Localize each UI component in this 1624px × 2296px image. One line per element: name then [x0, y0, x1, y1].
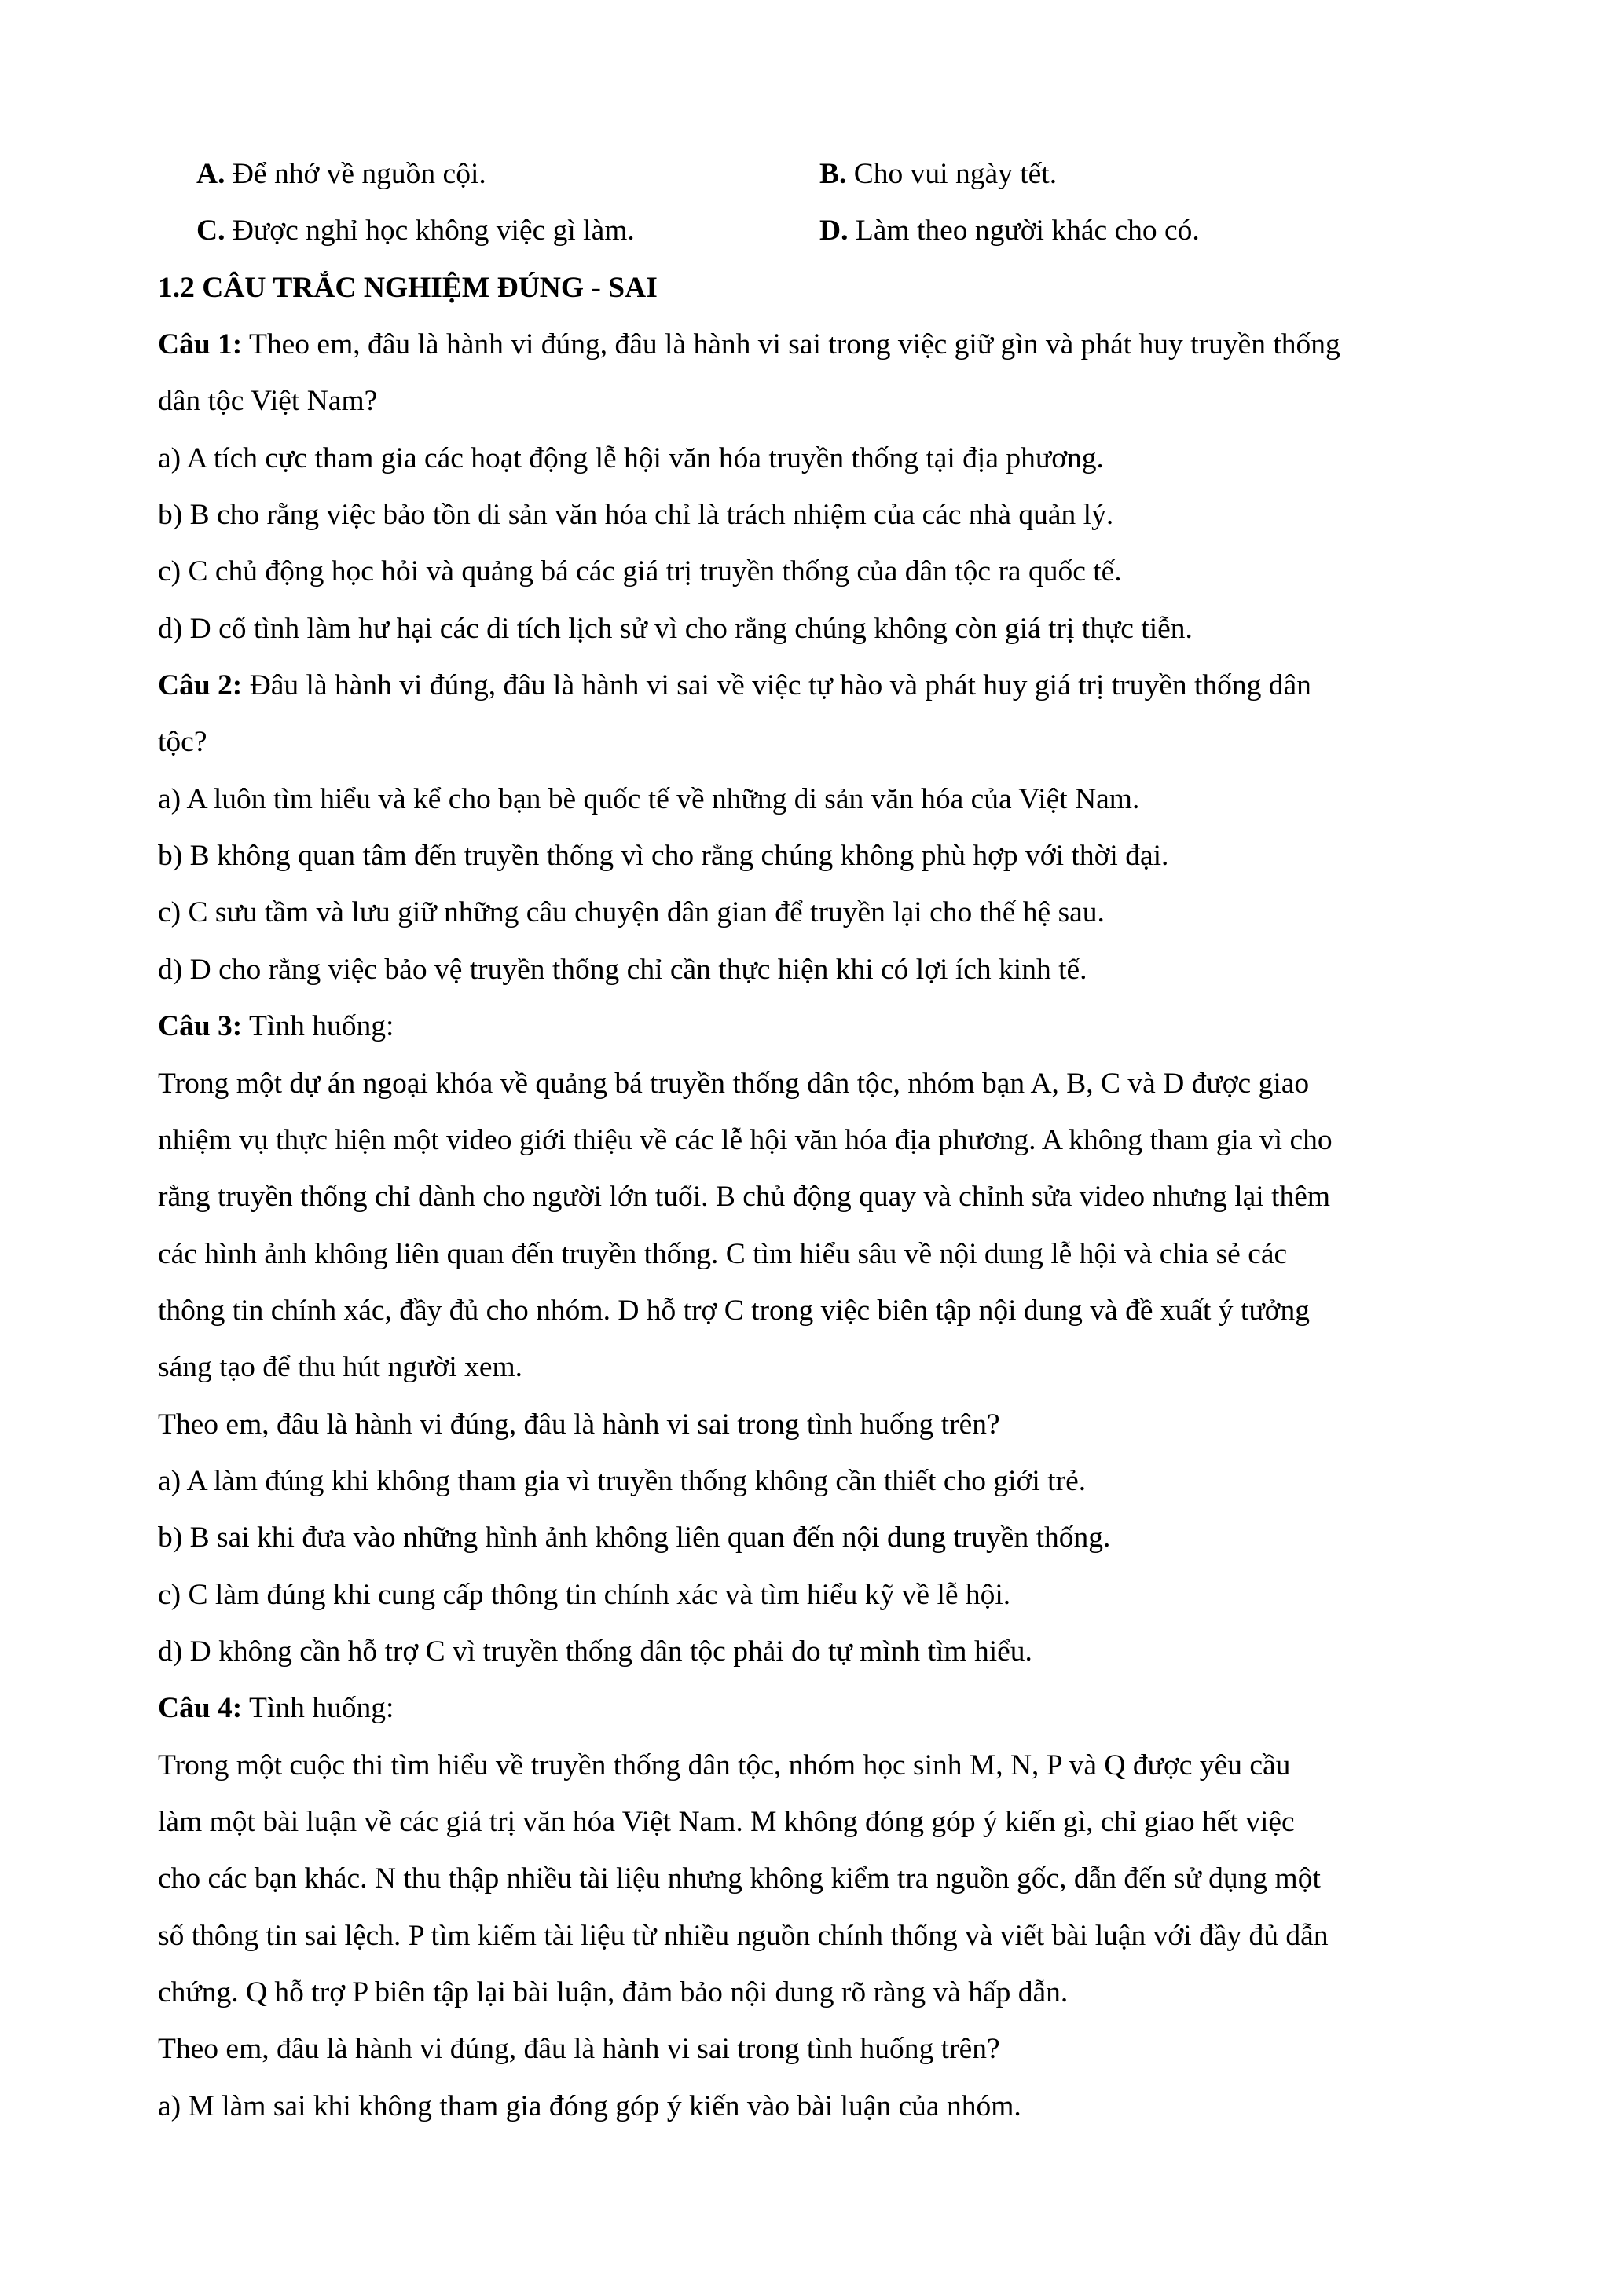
answer-item: a) A làm đúng khi không tham gia vì truyền thống không cần thiết cho giới trẻ. — [158, 1464, 1087, 1497]
scenario-line: Trong một dự án ngoại khóa về quảng bá truyền thống dân tộc, nhóm bạn A, B, C và D được giao — [158, 1067, 1310, 1100]
question-label: Câu 3: — [158, 1010, 243, 1043]
option-text: Cho vui ngày tết. — [853, 158, 1058, 190]
question-3-stem — [158, 998, 1494, 1055]
question-1-stem — [158, 317, 1494, 373]
option-text: Làm theo người khác cho có. — [855, 214, 1200, 247]
scenario-line: Trong một cuộc thi tìm hiểu về truyền thống dân tộc, nhóm học sinh M, N, P và Q được yêu cầu — [158, 1749, 1291, 1782]
answer-item: c) C chủ động học hỏi và quảng bá các giá trị truyền thống của dân tộc ra quốc tế. — [158, 555, 1122, 588]
scenario-line: nhiệm vụ thực hiện một video giới thiệu về các lễ hội văn hóa địa phương. A không tham gia vì cho — [158, 1123, 1333, 1156]
option-text: Được nghỉ học không việc gì làm. — [232, 214, 635, 247]
question-4-stem — [158, 1680, 1494, 1737]
question-2-stem-cont: tộc? — [158, 726, 207, 759]
section-heading — [158, 260, 1494, 317]
answer-item: d) D không cần hỗ trợ C vì truyền thống dân tộc phải do tự mình tìm hiểu. — [158, 1635, 1032, 1668]
scenario-line: sáng tạo để thu hút người xem. — [158, 1351, 523, 1384]
scenario-line: làm một bài luận về các giá trị văn hóa Việt Nam. M không đóng góp ý kiến gì, chỉ giao hết việc — [158, 1805, 1295, 1838]
heading-text: 1.2 CÂU TRẮC NGHIỆM ĐÚNG - SAI — [158, 271, 658, 304]
question-text: Tình huống: — [242, 1692, 394, 1725]
document-page — [158, 146, 1494, 2135]
question-text: Đâu là hành vi đúng, đâu là hành vi sai về việc tự hào và phát huy giá trị truyền thống dân — [242, 669, 1311, 702]
answer-item: d) D cho rằng việc bảo vệ truyền thống chỉ cần thực hiện khi có lợi ích kinh tế. — [158, 953, 1087, 986]
question-2-stem — [158, 657, 1494, 714]
scenario-line: thông tin chính xác, đầy đủ cho nhóm. D hỗ trợ C trong việc biên tập nội dung và đề xuất ý tưởng — [158, 1294, 1310, 1327]
answer-item: c) C làm đúng khi cung cấp thông tin chính xác và tìm hiểu kỹ về lễ hội. — [158, 1578, 1011, 1611]
answer-item: a) M làm sai khi không tham gia đóng góp ý kiến vào bài luận của nhóm. — [158, 2089, 1021, 2122]
question-label: Câu 1: — [158, 328, 243, 361]
option-b — [819, 146, 1057, 203]
option-letter: B. — [819, 158, 847, 190]
option-letter: D. — [819, 214, 849, 247]
answer-item: b) B không quan tâm đến truyền thống vì cho rằng chúng không phù hợp với thời đại. — [158, 840, 1169, 873]
scenario-line: số thông tin sai lệch. P tìm kiếm tài liệu từ nhiều nguồn chính thống và viết bài luận với đầy đủ dẫn — [158, 1919, 1329, 1952]
answer-item: a) A tích cực tham gia các hoạt động lễ hội văn hóa truyền thống tại địa phương. — [158, 441, 1104, 474]
scenario-line: rằng truyền thống chỉ dành cho người lớn tuổi. B chủ động quay và chỉnh sửa video nhưng lại thêm — [158, 1181, 1331, 1214]
option-d — [819, 203, 1200, 259]
options-row-ab — [158, 146, 1494, 203]
question-1-stem-cont: dân tộc Việt Nam? — [158, 385, 378, 418]
scenario-line: chứng. Q hỗ trợ P biên tập lại bài luận, đảm bảo nội dung rõ ràng và hấp dẫn. — [158, 1976, 1069, 2009]
scenario-line: các hình ảnh không liên quan đến truyền thống. C tìm hiểu sâu về nội dung lễ hội và chia sẻ các — [158, 1237, 1288, 1270]
option-letter: A. — [196, 158, 225, 190]
question-text: Theo em, đâu là hành vi đúng, đâu là hành vi sai trong việc giữ gìn và phát huy truyền thống — [242, 328, 1340, 361]
answer-item: c) C sưu tầm và lưu giữ những câu chuyện dân gian để truyền lại cho thế hệ sau. — [158, 896, 1105, 929]
options-row-cd — [158, 203, 1494, 259]
answer-item: d) D cố tình làm hư hại các di tích lịch sử vì cho rằng chúng không còn giá trị thực tiễn. — [158, 612, 1193, 645]
question-prompt: Theo em, đâu là hành vi đúng, đâu là hành vi sai trong tình huống trên? — [158, 2033, 1000, 2066]
question-text: Tình huống: — [242, 1010, 394, 1043]
answer-item: b) B sai khi đưa vào những hình ảnh không liên quan đến nội dung truyền thống. — [158, 1522, 1111, 1554]
option-c — [196, 203, 635, 259]
question-label: Câu 4: — [158, 1692, 243, 1725]
question-prompt: Theo em, đâu là hành vi đúng, đâu là hành vi sai trong tình huống trên? — [158, 1408, 1000, 1441]
answer-item: b) B cho rằng việc bảo tồn di sản văn hóa chỉ là trách nhiệm của các nhà quản lý. — [158, 499, 1114, 532]
option-a — [196, 146, 486, 203]
option-text: Để nhớ về nguồn cội. — [232, 158, 486, 190]
question-label: Câu 2: — [158, 669, 243, 702]
answer-item: a) A luôn tìm hiểu và kể cho bạn bè quốc tế về những di sản văn hóa của Việt Nam. — [158, 782, 1140, 815]
scenario-line: cho các bạn khác. N thu thập nhiều tài liệu nhưng không kiểm tra nguồn gốc, dẫn đến sử dụng một — [158, 1862, 1321, 1895]
option-letter: C. — [196, 214, 225, 247]
